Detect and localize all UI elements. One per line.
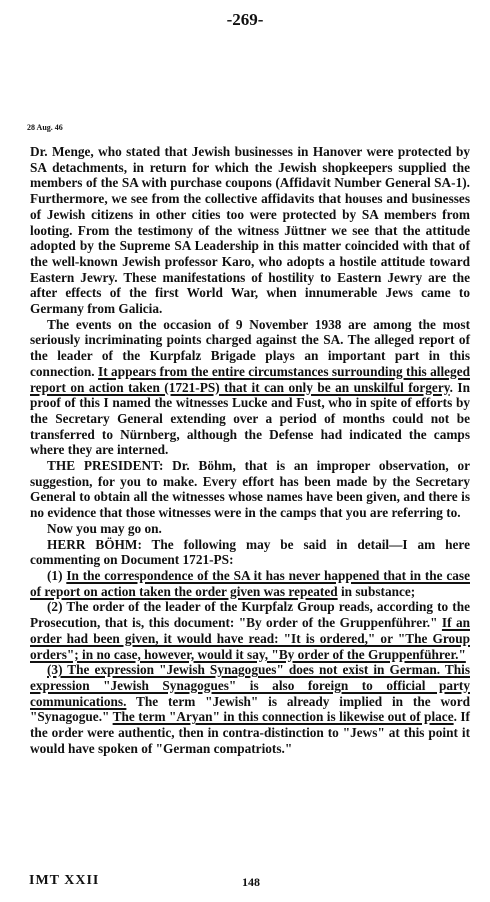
text-run: HERR BÖHM: The following may be said in detail—I am here commenting on Document 1721-PS: [30, 536, 470, 568]
paragraph [30, 599, 470, 662]
paragraph [30, 537, 470, 568]
text-run: THE PRESIDENT: Dr. Böhm, that is an improper observation, or suggestion, for you to make. Every effort has been made by the Secretary General to obtain all the witnesses whose names have been given, and there is no evidence that those witnesses were in the camps that you are referring to. [30, 458, 470, 521]
paragraph [30, 317, 470, 458]
transcript-body [30, 144, 470, 756]
underlined-passage: If an order had been given, it would have read: "It is ordered," or "The Group orders"; in no case, however, would it say, "By order of the Gruppenführer." [30, 615, 470, 662]
underlined-passage: In the correspondence of the SA it has never happened that in the case of report on action taken the order given was repeated [30, 567, 470, 599]
text-run: Dr. Menge, who stated that Jewish businesses in Hanover were protected by SA detachments, in return for which the Jewish shopkeepers supplied the members of the SA with purchase coupons (Affidavit Number General SA-1). Furthermore, we see from the collective affidavits that houses and businesses of Jewish citizens in other cities too were protected by SA members from looting. From the testimony of the witness Jüttner we see that the attitude adopted by the Supreme SA Leadership in this matter coincided with that of the well-known Jewish professor Karo, who adopts a hostile attitude toward Eastern Jewry. These manifestations of hostility to Eastern Jewry are the after effects of the first World War, when innumerable Jews came to Germany from Galicia. [30, 144, 470, 317]
paragraph [30, 458, 470, 521]
text-run: . In proof of this I named the witnesses Lucke and Fust, who in spite of efforts by the Secretary General extending over a period of months could not be transferred to Nürnberg, although the Defense had indicated the camps where they are interned. [30, 379, 471, 458]
text-run: . If the order were authentic, then in contra-distinction to "Jews" at this point it would have spoken of "German compatriots." [30, 709, 470, 756]
text-run: (1) [47, 567, 67, 583]
underlined-passage: It appears from the entire circumstances surrounding this alleged report on action taken (1721-PS) that it can only be an unskilful forgery [30, 363, 470, 395]
paragraph [30, 144, 470, 317]
text-run: in substance; [337, 583, 416, 599]
underlined-passage: The term "Aryan" in this connection is likewise out of place [112, 709, 454, 725]
text-run: The term "Jewish" is already implied in the word "Synagogue." [30, 693, 470, 725]
underlined-passage: (3) The expression "Jewish Synagogues" does not exist in German. This expression "Jewish Synagogues" is also foreign to official party communications. [30, 662, 470, 709]
original-page-number: 148 [242, 875, 260, 889]
session-date: 28 Aug. 46 [27, 123, 63, 132]
paragraph [30, 662, 470, 756]
volume-label: IMT XXII [29, 873, 100, 888]
paragraph [30, 521, 470, 537]
page-number: -269- [226, 10, 264, 29]
text-run: (2) The order of the leader of the Kurpfalz Group reads, according to the Prosecution, that is, this document: "By order of the Gruppenführer." [30, 599, 470, 631]
paragraph [30, 568, 470, 599]
text-run: Now you may go on. [47, 520, 162, 536]
text-run: The events on the occasion of 9 November 1938 are among the most seriously incriminating points charged against the SA. The alleged report of the leader of the Kurpfalz Brigade plays an important part in this connection. [30, 316, 470, 379]
